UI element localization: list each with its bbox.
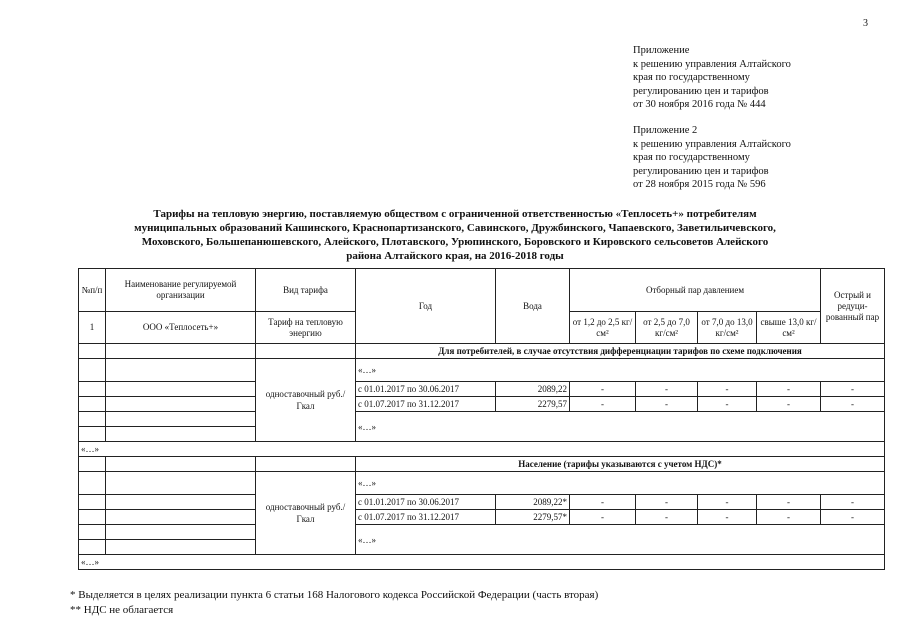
table-row <box>79 472 885 495</box>
section1-ellipsis-bottom: «…» <box>356 412 885 442</box>
value-cell: - <box>698 397 757 412</box>
col-header-water: Вода <box>496 269 570 344</box>
value-cell: - <box>636 510 698 525</box>
header-row <box>79 269 885 312</box>
section2-ellipsis-top: «…» <box>356 472 885 495</box>
water-cell: 2279,57* <box>496 510 570 525</box>
tariffs-table <box>78 268 885 570</box>
col-header-num: №п/п <box>79 269 106 312</box>
col-header-org: Наименование регулируемой организации <box>106 269 256 312</box>
value-cell: - <box>757 510 821 525</box>
col-header-steam-3: от 7,0 до 13,0 кг/см² <box>698 312 757 344</box>
appendix-note-2 <box>633 124 791 192</box>
col-header-year: Год <box>356 269 496 344</box>
value-cell: - <box>636 397 698 412</box>
table-row <box>79 510 885 525</box>
document-title <box>70 207 840 263</box>
table-row <box>79 397 885 412</box>
appendix-line: регулированию цен и тарифов <box>633 85 769 97</box>
title-line: Тарифы на тепловую энергию, поставляемую обществом с ограниченной ответственностью «Теплосеть+» потребителям <box>153 208 757 220</box>
period-cell: с 01.01.2017 по 30.06.2017 <box>356 382 496 397</box>
table-row <box>79 442 885 457</box>
period-cell: с 01.07.2017 по 31.12.2017 <box>356 510 496 525</box>
org-name: ООО «Теплосеть+» <box>106 312 256 344</box>
section1-ellipsis-top: «…» <box>356 359 885 382</box>
col-header-steam: Отборный пар давлением <box>570 269 821 312</box>
value-cell: - <box>698 382 757 397</box>
appendix-line: регулированию цен и тарифов <box>633 165 769 177</box>
table-row <box>79 412 885 427</box>
col-header-steam-2: от 2,5 до 7,0 кг/см² <box>636 312 698 344</box>
section2-tariff-type: одноставочный руб./Гкал <box>256 472 356 555</box>
title-line: района Алтайского края, на 2016-2018 годы <box>346 250 564 262</box>
appendix-line: к решению управления Алтайского <box>633 58 791 70</box>
value-cell: - <box>570 495 636 510</box>
col-header-tariff-type: Вид тарифа <box>256 269 356 312</box>
footnote-vat-exempt: ** НДС не облагается <box>70 604 174 616</box>
value-cell: - <box>698 495 757 510</box>
value-cell: - <box>636 495 698 510</box>
table-row <box>79 495 885 510</box>
value-cell: - <box>570 510 636 525</box>
title-line: муниципальных образований Кашинского, Краснопартизанского, Савинского, Дружбинского, Чапаевского, Заветильичевского, <box>134 222 776 234</box>
appendix-line: к решению управления Алтайского <box>633 138 791 150</box>
value-cell: - <box>757 397 821 412</box>
section1-tariff-type: одноставочный руб./Гкал <box>256 359 356 442</box>
col-header-sharp-steam: Острый и редуци-рованный пар <box>821 269 885 344</box>
table-row <box>79 359 885 382</box>
period-cell: с 01.01.2017 по 30.06.2017 <box>356 495 496 510</box>
appendix-line: Приложение <box>633 45 690 56</box>
appendix-line: края по государственному <box>633 72 750 83</box>
value-cell: - <box>821 495 885 510</box>
section2-ellipsis-bottom: «…» <box>356 525 885 555</box>
appendix-note-1 <box>633 44 791 112</box>
value-cell: - <box>821 397 885 412</box>
value-cell: - <box>570 382 636 397</box>
water-cell: 2089,22* <box>496 495 570 510</box>
appendix-line: Приложение 2 <box>633 125 698 136</box>
value-cell: - <box>821 510 885 525</box>
table-row <box>79 555 885 570</box>
appendix-line: от 30 ноября 2016 года № 444 <box>633 99 766 110</box>
appendix-line: от 28 ноября 2015 года № 596 <box>633 179 766 190</box>
value-cell: - <box>821 382 885 397</box>
table-row <box>79 382 885 397</box>
org-num: 1 <box>79 312 106 344</box>
value-cell: - <box>636 382 698 397</box>
water-cell: 2279,57 <box>496 397 570 412</box>
section-title-row <box>79 344 885 359</box>
col-header-steam-4: свыше 13,0 кг/см² <box>757 312 821 344</box>
section2-title: Население (тарифы указываются с учетом НДС)* <box>356 457 885 472</box>
period-cell: с 01.07.2017 по 31.12.2017 <box>356 397 496 412</box>
value-cell: - <box>757 382 821 397</box>
section-title-row <box>79 457 885 472</box>
water-cell: 2089,22 <box>496 382 570 397</box>
page-number: 3 <box>863 18 868 29</box>
appendix-line: края по государственному <box>633 152 750 163</box>
value-cell: - <box>570 397 636 412</box>
org-tariff: Тариф на тепловую энергию <box>256 312 356 344</box>
title-line: Моховского, Большепанюшевского, Алейского, Плотавского, Урюпинского, Боровского и Кировского сельсоветов Алейского <box>141 236 769 248</box>
value-cell: - <box>757 495 821 510</box>
table-row <box>79 525 885 540</box>
footnote-vat-allocated: * Выделяется в целях реализации пункта 6 статьи 168 Налогового кодекса Российской Федерации (часть вторая) <box>70 589 599 601</box>
col-header-steam-1: от 1,2 до 2,5 кг/см² <box>570 312 636 344</box>
section1-ellipsis-after: «…» <box>79 442 885 457</box>
section1-title: Для потребителей, в случае отсутствия дифференциации тарифов по схеме подключения <box>356 344 885 359</box>
section2-ellipsis-after: «…» <box>79 555 885 570</box>
value-cell: - <box>698 510 757 525</box>
